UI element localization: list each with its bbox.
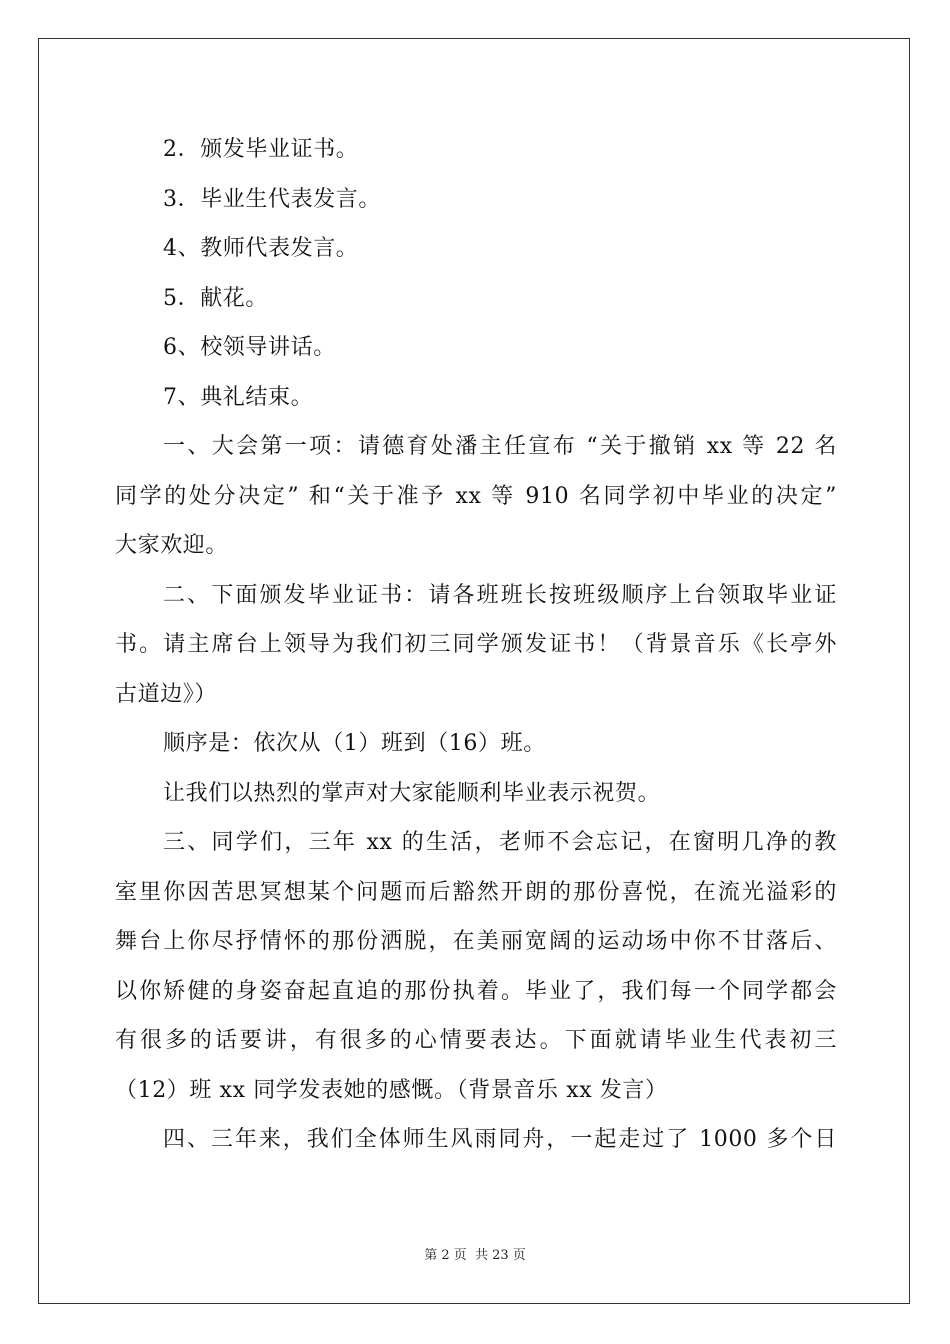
- paragraph-line: 顺序是：依次从（1）班到（16）班。: [163, 731, 546, 756]
- paragraph-line: 二、下面颁发毕业证书：请各班班长按班级顺序上台领取毕业证: [163, 582, 837, 608]
- paragraph-line: （12）班 xx 同学发表她的感慨。（背景音乐 xx 发言）: [115, 1077, 668, 1103]
- paragraph-line: 一、大会第一项：请德育处潘主任宣布 “关于撤销 xx 等 22 名: [163, 434, 837, 459]
- page-number: 第 2 页: [424, 1248, 467, 1263]
- paragraph-line: 同学的处分决定” 和“关于准予 xx 等 910 名同学初中毕业的决定”: [115, 483, 837, 509]
- list-item: 2．颁发毕业证书。: [163, 137, 359, 162]
- paragraph-line: 古道边》）: [115, 681, 218, 707]
- list-item: 6、校领导讲话。: [163, 335, 336, 360]
- paragraph-line: 室里你因苦思冥想某个问题而后豁然开朗的那份喜悦，在流光溢彩的: [115, 879, 837, 905]
- paragraph-line: 舞台上你尽抒情怀的那份洒脱，在美丽宽阔的运动场中你不甘落后、: [115, 929, 837, 954]
- paragraph-line: 三、同学们，三年 xx 的生活，老师不会忘记，在窗明几净的教: [163, 830, 837, 855]
- list-item: 5．献花。: [163, 285, 268, 311]
- paragraph-line: 大家欢迎。: [115, 533, 229, 558]
- document-body: [115, 125, 837, 1165]
- paragraph-line: 四、三年来，我们全体师生风雨同舟，一起走过了 1000 多个日: [163, 1127, 837, 1152]
- page-total: 共 23 页: [474, 1248, 526, 1263]
- page-footer: [0, 1244, 950, 1263]
- list-item: 3．毕业生代表发言。: [163, 186, 381, 212]
- list-item: 7、典礼结束。: [163, 384, 314, 410]
- paragraph-line: 以你矫健的身姿奋起直追的那份执着。毕业了，我们每一个同学都会: [115, 978, 837, 1004]
- paragraph-line: 有很多的话要讲，有很多的心情要表达。下面就请毕业生代表初三: [115, 1028, 837, 1053]
- paragraph-line: 让我们以热烈的掌声对大家能顺利毕业表示祝贺。: [163, 780, 661, 806]
- list-item: 4、教师代表发言。: [163, 236, 359, 261]
- paragraph-line: 书。请主席台上领导为我们初三同学颁发证书！（背景音乐《长亭外: [115, 632, 837, 657]
